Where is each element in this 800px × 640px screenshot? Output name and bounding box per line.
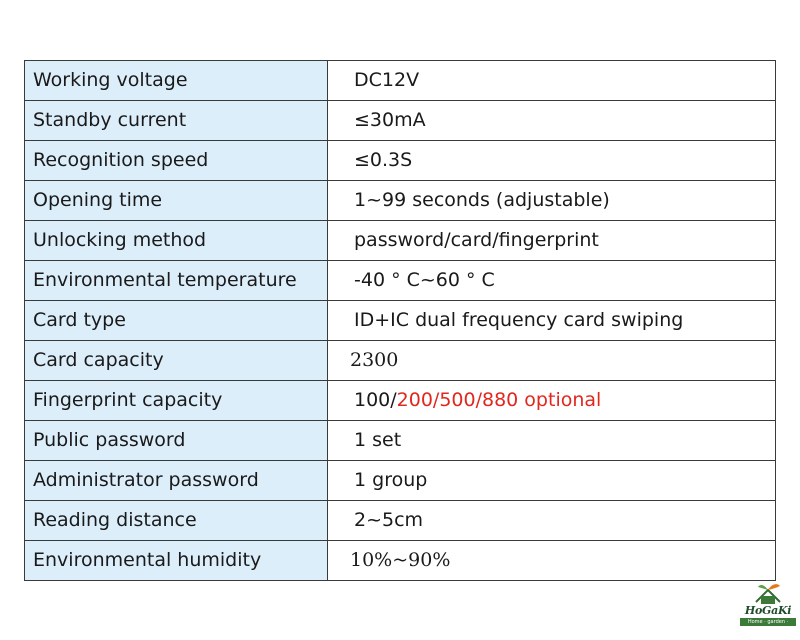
spec-label: Standby current bbox=[25, 101, 328, 141]
brand-logo bbox=[738, 580, 798, 633]
spec-value: 1 set bbox=[328, 421, 776, 461]
table-row bbox=[25, 221, 776, 261]
spec-value-highlight: 200/500/880 optional bbox=[396, 389, 602, 411]
spec-label: Environmental temperature bbox=[25, 261, 328, 301]
spec-value: password/card/fingerprint bbox=[328, 221, 776, 261]
spec-value: 10%~90% bbox=[328, 541, 776, 581]
table-row bbox=[25, 61, 776, 101]
spec-label: Public password bbox=[25, 421, 328, 461]
spec-label: Fingerprint capacity bbox=[25, 381, 328, 421]
table-row bbox=[25, 101, 776, 141]
spec-label: Environmental humidity bbox=[25, 541, 328, 581]
table-row bbox=[25, 301, 776, 341]
spec-label: Recognition speed bbox=[25, 141, 328, 181]
table-row bbox=[25, 381, 776, 421]
spec-value: ≤30mA bbox=[328, 101, 776, 141]
table-row bbox=[25, 421, 776, 461]
spec-value bbox=[328, 381, 776, 421]
spec-value-prefix: 100/ bbox=[354, 389, 397, 411]
spec-label: Reading distance bbox=[25, 501, 328, 541]
spec-label: Administrator password bbox=[25, 461, 328, 501]
table-row bbox=[25, 461, 776, 501]
table-row bbox=[25, 181, 776, 221]
logo-wordmark: HoGaKi bbox=[744, 604, 792, 617]
spec-label: Working voltage bbox=[25, 61, 328, 101]
spec-label: Card type bbox=[25, 301, 328, 341]
spec-label: Card capacity bbox=[25, 341, 328, 381]
table-row bbox=[25, 341, 776, 381]
spec-value: 1 group bbox=[328, 461, 776, 501]
spec-value: 1~99 seconds (adjustable) bbox=[328, 181, 776, 221]
logo-tagline: Home · garden · kitchen bbox=[740, 618, 796, 626]
spec-value: 2~5cm bbox=[328, 501, 776, 541]
spec-value: DC12V bbox=[328, 61, 776, 101]
spec-label: Unlocking method bbox=[25, 221, 328, 261]
table-row bbox=[25, 141, 776, 181]
spec-label: Opening time bbox=[25, 181, 328, 221]
specifications-table bbox=[24, 60, 776, 581]
spec-value: ≤0.3S bbox=[328, 141, 776, 181]
table-row bbox=[25, 541, 776, 581]
spec-value: -40 ° C~60 ° C bbox=[328, 261, 776, 301]
spec-value: 2300 bbox=[328, 341, 776, 381]
spec-value: ID+IC dual frequency card swiping bbox=[328, 301, 776, 341]
table-row bbox=[25, 261, 776, 301]
house-leaf-icon bbox=[738, 580, 798, 606]
table-row bbox=[25, 501, 776, 541]
